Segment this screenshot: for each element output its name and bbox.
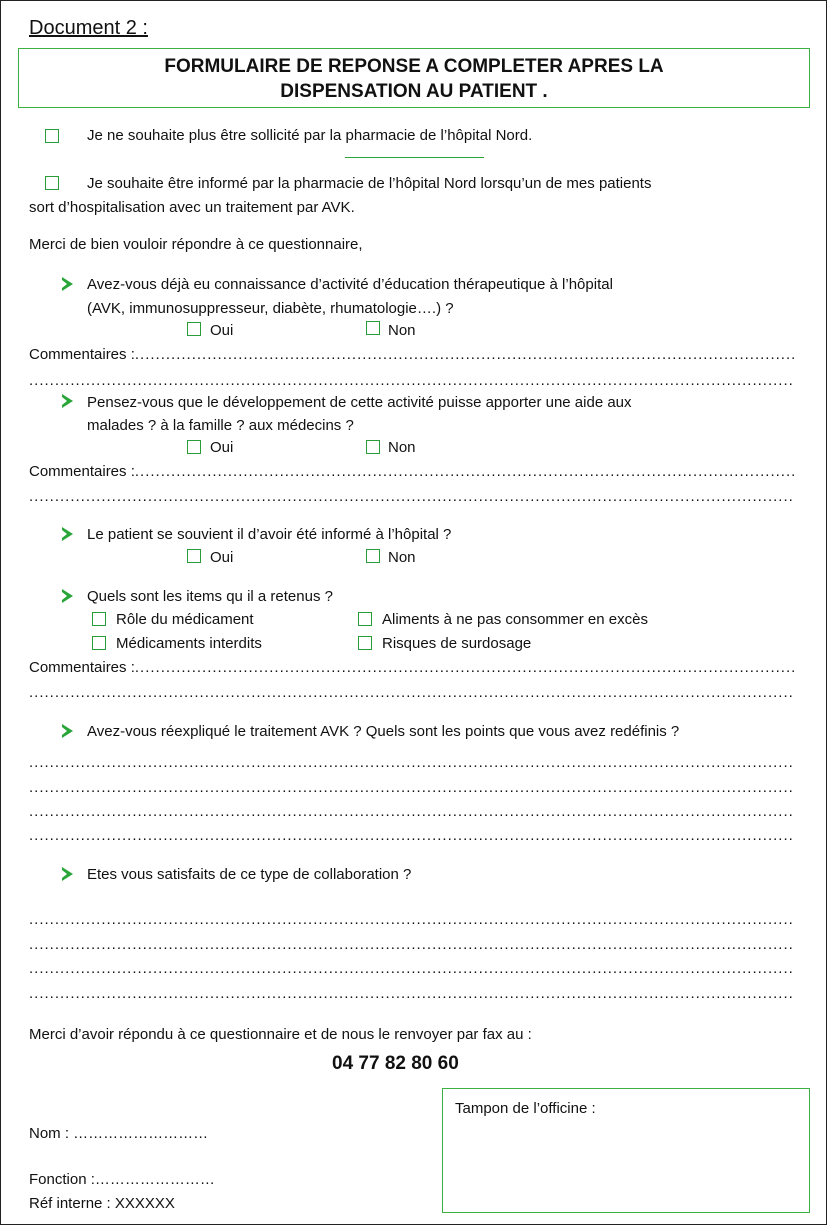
q4-comments-line[interactable] bbox=[29, 686, 795, 700]
stamp-label: Tampon de l’officine : bbox=[455, 1100, 596, 1117]
q1-yes-checkbox[interactable] bbox=[187, 322, 201, 336]
q5-answer-line-1[interactable] bbox=[29, 756, 795, 770]
q1-line1: Avez-vous déjà eu connaissance d’activité d’éducation thérapeutique à l’hôpital bbox=[87, 276, 613, 293]
q1-no-label: Non bbox=[388, 322, 416, 339]
inform-label-line2: sort d’hospitalisation avec un traitement par AVK. bbox=[29, 199, 355, 216]
separator-line bbox=[345, 157, 484, 158]
q2-no-label: Non bbox=[388, 439, 416, 456]
internal-ref: Réf interne : XXXXXX bbox=[29, 1195, 175, 1212]
q4-text: Quels sont les items qu il a retenus ? bbox=[87, 588, 333, 605]
bullet-arrow-icon bbox=[62, 277, 73, 291]
bullet-arrow-icon bbox=[62, 724, 73, 738]
q4-comments-field[interactable] bbox=[29, 659, 795, 676]
inform-label-line1: Je souhaite être informé par la pharmacie de l’hôpital Nord lorsqu’un de mes patients bbox=[87, 175, 652, 192]
q3-yes-label: Oui bbox=[210, 549, 234, 566]
q1-yes-label: Oui bbox=[210, 322, 234, 339]
q1-comments-line[interactable] bbox=[29, 374, 795, 388]
bullet-arrow-icon bbox=[62, 394, 73, 408]
q2-yes-label: Oui bbox=[210, 439, 234, 456]
q2-line2: malades ? à la famille ? aux médecins ? bbox=[87, 417, 354, 434]
comments-label: Commentaires : bbox=[29, 463, 135, 480]
q2-no-checkbox[interactable] bbox=[366, 440, 380, 454]
q1-comments-field[interactable] bbox=[29, 346, 795, 363]
q6-answer-line-2[interactable] bbox=[29, 938, 795, 952]
q2-yes-checkbox[interactable] bbox=[187, 440, 201, 454]
q3-no-label: Non bbox=[388, 549, 416, 566]
q6-answer-line-4[interactable] bbox=[29, 987, 795, 1001]
item-role-label: Rôle du médicament bbox=[116, 611, 254, 628]
item-forbidden-drugs-checkbox[interactable] bbox=[92, 636, 106, 650]
item-forbidden-drugs-label: Médicaments interdits bbox=[116, 635, 262, 652]
fax-number: 04 77 82 80 60 bbox=[332, 1053, 459, 1074]
bullet-arrow-icon bbox=[62, 527, 73, 541]
q5-answer-line-3[interactable] bbox=[29, 805, 795, 819]
form-title-box bbox=[18, 48, 810, 108]
q2-comments-field[interactable] bbox=[29, 463, 795, 480]
item-food-label: Aliments à ne pas consommer en excès bbox=[382, 611, 648, 628]
item-overdose-checkbox[interactable] bbox=[358, 636, 372, 650]
q6-text: Etes vous satisfaits de ce type de collaboration ? bbox=[87, 866, 412, 883]
comments-label: Commentaires : bbox=[29, 659, 135, 676]
comments-label: Commentaires : bbox=[29, 346, 135, 363]
name-field[interactable]: Nom : ……………………… bbox=[29, 1125, 209, 1142]
form-title-line2: DISPENSATION AU PATIENT . bbox=[280, 81, 548, 102]
q1-line2: (AVK, immunosuppresseur, diabète, rhumatologie….) ? bbox=[87, 300, 454, 317]
q5-answer-line-2[interactable] bbox=[29, 781, 795, 795]
q5-answer-line-4[interactable] bbox=[29, 829, 795, 843]
q2-comments-line[interactable] bbox=[29, 490, 795, 504]
form-title-line1: FORMULAIRE DE REPONSE A COMPLETER APRES LA bbox=[164, 56, 664, 77]
item-food-checkbox[interactable] bbox=[358, 612, 372, 626]
bullet-arrow-icon bbox=[62, 589, 73, 603]
thanks-text: Merci d’avoir répondu à ce questionnaire et de nous le renvoyer par fax au : bbox=[29, 1026, 532, 1043]
q3-no-checkbox[interactable] bbox=[366, 549, 380, 563]
function-field[interactable]: Fonction :…………………… bbox=[29, 1171, 215, 1188]
opt-out-checkbox[interactable] bbox=[45, 129, 59, 143]
bullet-arrow-icon bbox=[62, 867, 73, 881]
q2-line1: Pensez-vous que le développement de cette activité puisse apporter une aide aux bbox=[87, 394, 632, 411]
opt-out-label: Je ne souhaite plus être sollicité par la pharmacie de l’hôpital Nord. bbox=[87, 127, 533, 144]
q5-text: Avez-vous réexpliqué le traitement AVK ? Quels sont les points que vous avez redéfinis ? bbox=[87, 723, 680, 740]
item-role-checkbox[interactable] bbox=[92, 612, 106, 626]
stamp-box bbox=[442, 1088, 810, 1213]
q6-answer-line-3[interactable] bbox=[29, 962, 795, 976]
inform-checkbox[interactable] bbox=[45, 176, 59, 190]
document-label: Document 2 : bbox=[29, 17, 148, 39]
q6-answer-line-1[interactable] bbox=[29, 913, 795, 927]
q3-text: Le patient se souvient il d’avoir été informé à l’hôpital ? bbox=[87, 526, 452, 543]
intro-text: Merci de bien vouloir répondre à ce questionnaire, bbox=[29, 236, 363, 253]
q3-yes-checkbox[interactable] bbox=[187, 549, 201, 563]
item-overdose-label: Risques de surdosage bbox=[382, 635, 532, 652]
q1-no-checkbox[interactable] bbox=[366, 321, 380, 335]
